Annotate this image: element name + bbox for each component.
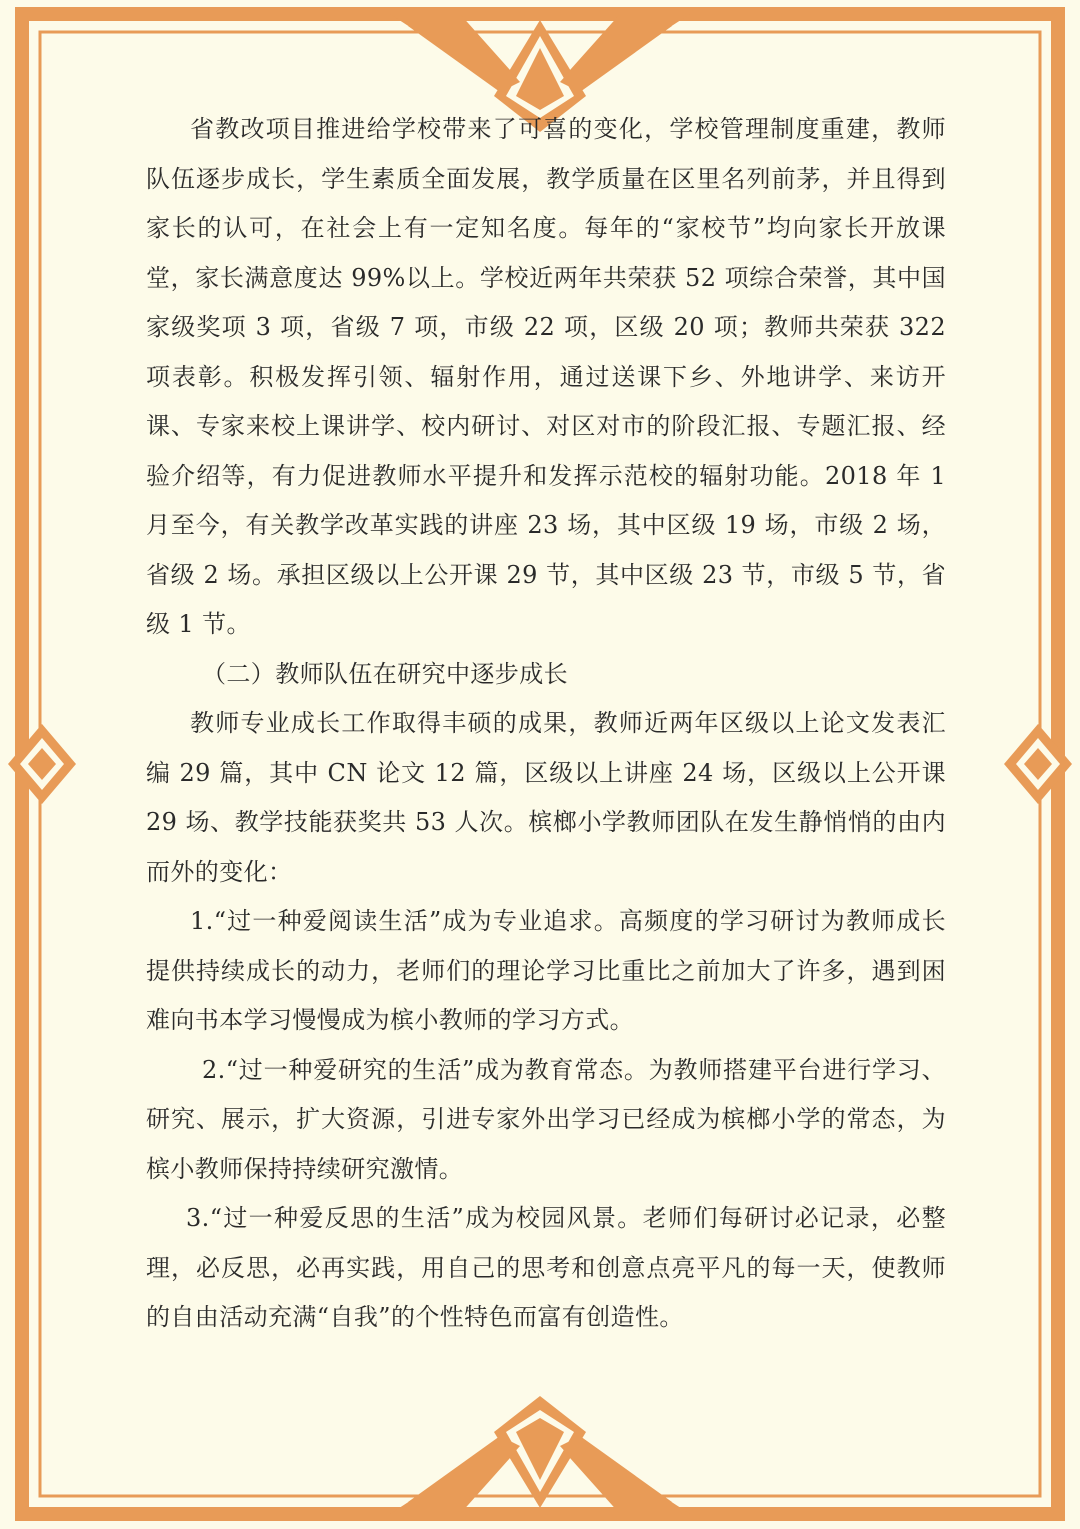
list-item-reflection: 3.“过一种爱反思的生活”成为校园风景。老师们每研讨必记录，必整理，必反思，必再实践，用自己的思考和创意点亮平凡的每一天，使教师的自由活动充满“自我”的个性特色而富有创造性。 xyxy=(146,1204,946,1331)
document-body xyxy=(146,105,946,1343)
list-item-research: 2.“过一种爱研究的生活”成为教育常态。为教师搭建平台进行学习、研究、展示，扩大资源，引进专家外出学习已经成为槟榔小学的常态，为槟小教师保持持续研究激情。 xyxy=(146,1055,946,1183)
section-heading: （二）教师队伍在研究中逐步成长 xyxy=(202,659,568,688)
bottom-ornament-icon xyxy=(390,1396,690,1514)
list-item-reading: 1.“过一种爱阅读生活”成为专业追求。高频度的学习研讨为教师成长提供持续成长的动力，老师们的理论学习比重比之前加大了许多，遇到困难向书本学习慢慢成为槟小教师的学习方式。 xyxy=(146,907,946,1034)
paragraph-teacher-growth: 教师专业成长工作取得丰硕的成果，教师近两年区级以上论文发表汇编 29 篇，其中 CN 论文 12 篇，区级以上讲座 24 场，区级以上公开课 29 场、教学技能获奖共 53 人次。槟榔小学教师团队在发生静悄悄的由内而外的变化： xyxy=(146,709,946,886)
paragraph-achievements: 省教改项目推进给学校带来了可喜的变化，学校管理制度重建，教师队伍逐步成长，学生素质全面发展，教学质量在区里名列前茅，并且得到家长的认可，在社会上有一定知名度。每年的“家校节”均向家长开放课堂，家长满意度达 99%以上。学校近两年共荣获 52 项综合荣誉，其中国家级奖项 3 项，省级 7 项，市级 22 项，区级 20 项；教师共荣获 322 项表彰。积极发挥引领、辐射作用，通过送课下乡、外地讲学、来访开课、专家来校上课讲学、校内研讨、对区对市的阶段汇报、专题汇报、经验介绍等，有力促进教师水平提升和发挥示范校的辐射功能。2018 年 1 月至今，有关教学改革实践的讲座 23 场，其中区级 19 场，市级 2 场，省级 2 场。承担区级以上公开课 29 节，其中区级 23 节，市级 5 节，省级 1 节。 xyxy=(146,115,946,638)
